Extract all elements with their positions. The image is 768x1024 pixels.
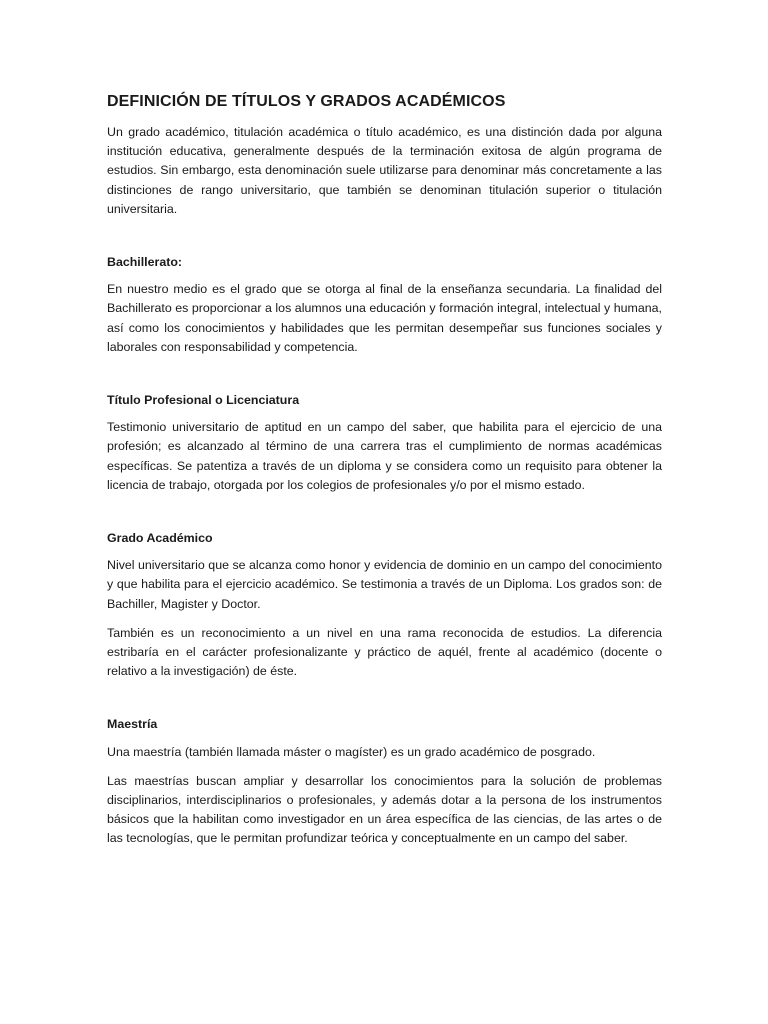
document-page	[107, 91, 662, 859]
section-grado-academico	[107, 529, 662, 681]
section-paragraph: En nuestro medio es el grado que se otorga al final de la enseñanza secundaria. La finalidad del Bachillerato es proporcionar a los alumnos una educación y formación integral, intelectual y humana, así como los conocimientos y habilidades que les permitan desempeñar sus funciones sociales y laborales con responsabilidad y competencia.	[107, 282, 662, 354]
section-paragraph: Una maestría (también llamada máster o magíster) es un grado académico de posgrado.	[107, 744, 596, 759]
document-title: DEFINICIÓN DE TÍTULOS Y GRADOS ACADÉMICOS	[107, 93, 506, 110]
section-heading: Título Profesional o Licenciatura	[107, 393, 300, 408]
section-paragraph: Testimonio universitario de aptitud en un campo del saber, que habilita para el ejercicio de una profesión; es alcanzado al término de una carrera tras el cumplimiento de normas académicas específicas. Se patentiza a través de un diploma y se considera como un requisito para obtener la licencia de trabajo, otorgada por los colegios de profesionales y/o por el mismo estado.	[107, 420, 662, 492]
section-paragraph: Las maestrías buscan ampliar y desarrollar los conocimientos para la solución de problemas disciplinarios, interdisciplinarios o profesionales, y además dotar a la persona de los instrumentos básicos que la habilitan como investigador en un área específica de las ciencias, de las artes o de las tecnologías, que le permitan profundizar teórica y conceptualmente en un campo del saber.	[107, 773, 662, 846]
section-paragraph: Nivel universitario que se alcanza como honor y evidencia de dominio en un campo del conocimiento y que habilita para el ejercicio académico. Se testimonia a través de un Diploma. Los grados son: de Bachiller, Magister y Doctor.	[107, 558, 662, 611]
intro-paragraph: Un grado académico, titulación académica o título académico, es una distinción dada por alguna institución educativa, generalmente después de la terminación exitosa de algún programa de estudios. Sin embargo, esta denominación suele utilizarse para denominar más concretamente a las distinciones de rango universitario, que también se denominan titulación superior o titulación universitaria.	[107, 125, 662, 216]
section-heading: Bachillerato:	[107, 255, 183, 270]
section-maestria	[107, 715, 662, 848]
section-titulo-profesional	[107, 391, 662, 495]
section-heading: Maestría	[107, 717, 158, 732]
section-heading: Grado Académico	[107, 531, 213, 546]
section-paragraph: También es un reconocimiento a un nivel en una rama reconocida de estudios. La diferencia estribaría en el carácter profesionalizante y práctico de aquél, frente al académico (docente o relativo a la investigación) de éste.	[107, 625, 662, 679]
section-bachillerato	[107, 253, 662, 357]
